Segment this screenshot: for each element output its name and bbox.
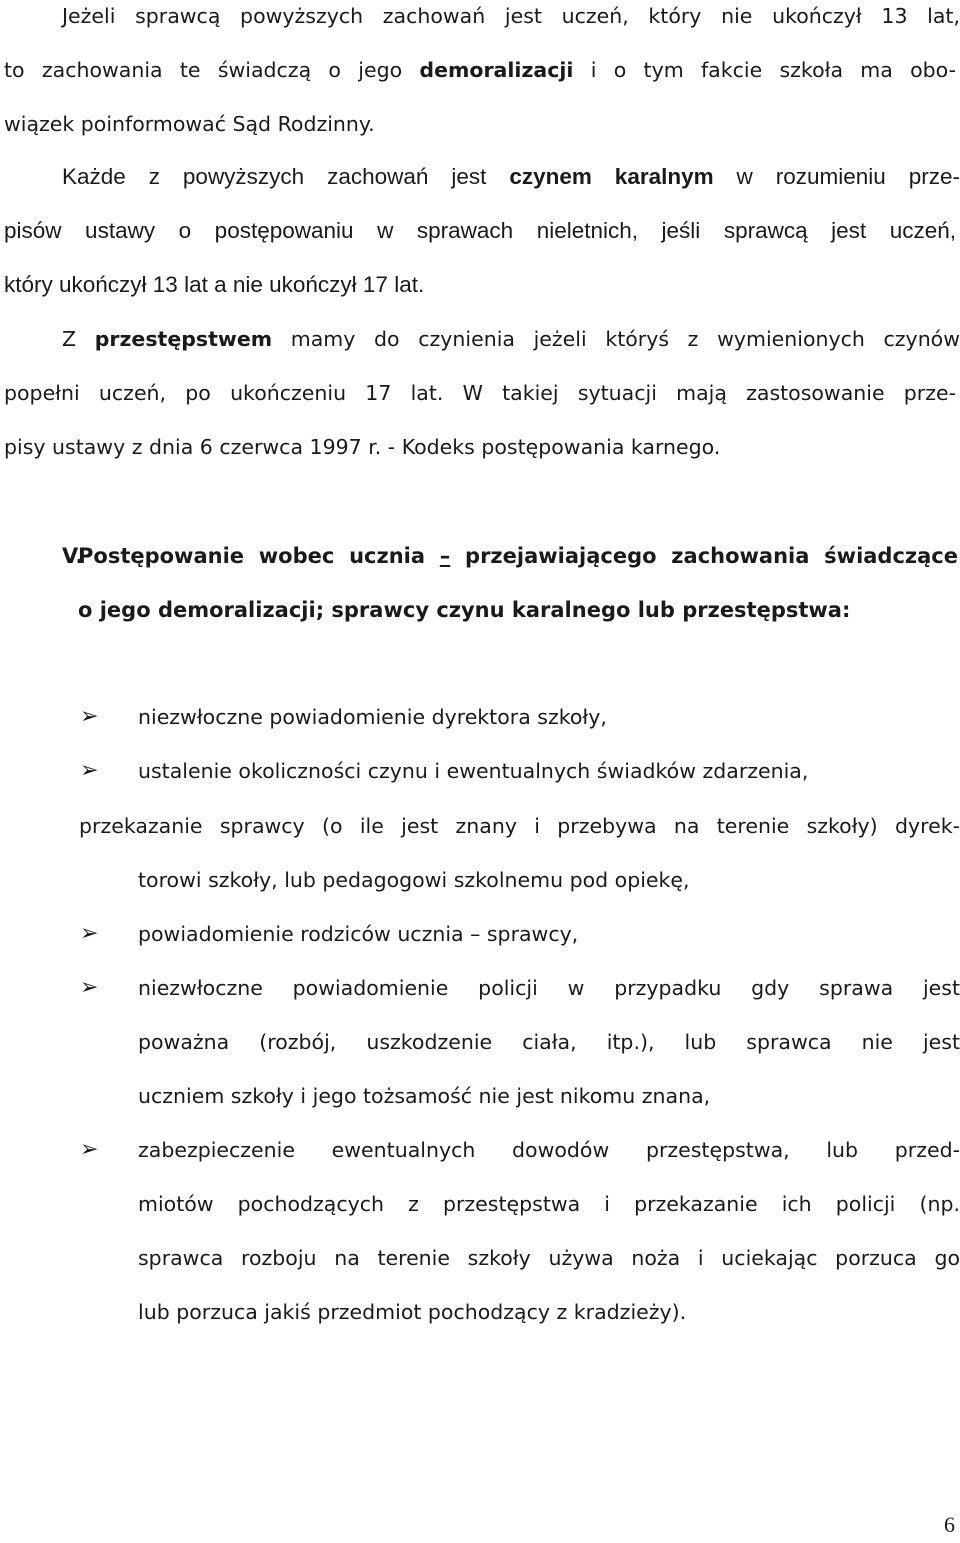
text-run: i o tym fakcie szkoła ma obo- [573, 58, 956, 82]
list-item-line-1: niezwłoczne powiadomienie policji w przypadku gdy sprawa jest [138, 976, 960, 1000]
bold-term-demoralizacji: demoralizacji [419, 58, 574, 82]
text-run: Z [62, 327, 95, 351]
list-item-line-4: lub porzuca jakiś przedmiot pochodzący z kradzieży). [138, 1300, 687, 1324]
paragraph-3-line-1 [62, 325, 960, 353]
arrowhead-bullet-icon: ➢ [80, 1137, 99, 1162]
text-run: w rozumieniu prze- [713, 164, 960, 189]
list-item-line-1: zabezpieczenie ewentualnych dowodów przestępstwa, lub przed- [138, 1138, 960, 1162]
list-item: niezwłoczne powiadomienie dyrektora szkoły, [138, 705, 607, 729]
list-item-line-3: uczniem szkoły i jego tożsamość nie jest nikomu znana, [138, 1084, 711, 1108]
arrowhead-bullet-icon: ➢ [80, 758, 99, 783]
paragraph-2-line-1 [62, 163, 960, 191]
paragraph-1-line-2 [4, 56, 956, 84]
section-title-line-1 [78, 542, 958, 570]
paragraph-3-line-3: pisy ustawy z dnia 6 czerwca 1997 r. - Kodeks postępowania karnego. [4, 435, 721, 459]
paragraph-1-line-1: Jeżeli sprawcą powyższych zachowań jest uczeń, który nie ukończył 13 lat, [62, 4, 960, 28]
list-item-unbulleted-line-2: torowi szkoły, lub pedagogowi szkolnemu pod opiekę, [138, 868, 690, 892]
paragraph-1-line-3: wiązek poinformować Sąd Rodzinny. [4, 112, 375, 136]
arrowhead-bullet-icon: ➢ [80, 975, 99, 1000]
paragraph-3-line-2: popełni uczeń, po ukończeniu 17 lat. W takiej sytuacji mają zastosowanie prze- [4, 381, 956, 405]
text-run: Każde z powyższych zachowań jest [62, 164, 510, 189]
list-item: powiadomienie rodziców ucznia – sprawcy, [138, 922, 579, 946]
section-number: V. [62, 544, 84, 568]
bold-term-przestepstwo: przestępstwem [94, 327, 273, 351]
underlined-dash: – [439, 544, 451, 568]
list-item-unbulleted-line-1: przekazanie sprawcy (o ile jest znany i przebywa na terenie szkoły) dyrek- [79, 814, 960, 838]
text-run: mamy do czynienia jeżeli któryś z wymienionych czynów [272, 327, 960, 351]
list-item-line-3: sprawca rozboju na terenie szkoły używa noża i uciekając porzuca go [138, 1246, 960, 1270]
page-number: 6 [944, 1512, 955, 1537]
text-run: to zachowania te świadczą o jego [4, 58, 420, 82]
section-title-line-2: o jego demoralizacji; sprawcy czynu karalnego lub przestępstwa: [78, 598, 851, 622]
text-run: przejawiającego zachowania świadczące [450, 544, 958, 568]
paragraph-2-line-3: który ukończył 13 lat a nie ukończył 17 lat. [4, 272, 425, 297]
list-item-line-2: miotów pochodzących z przestępstwa i przekazanie ich policji (np. [138, 1192, 960, 1216]
bold-term-czyn-karalny: czynem karalnym [509, 164, 714, 189]
list-item-line-2: poważna (rozbój, uszkodzenie ciała, itp.), lub sprawca nie jest [138, 1030, 960, 1054]
paragraph-2-line-2: pisów ustawy o postępowaniu w sprawach nieletnich, jeśli sprawcą jest uczeń, [4, 218, 956, 243]
arrowhead-bullet-icon: ➢ [80, 921, 99, 946]
list-item: ustalenie okoliczności czynu i ewentualnych świadków zdarzenia, [138, 759, 809, 783]
arrowhead-bullet-icon: ➢ [80, 704, 99, 729]
text-run: Postępowanie wobec ucznia [78, 544, 440, 568]
